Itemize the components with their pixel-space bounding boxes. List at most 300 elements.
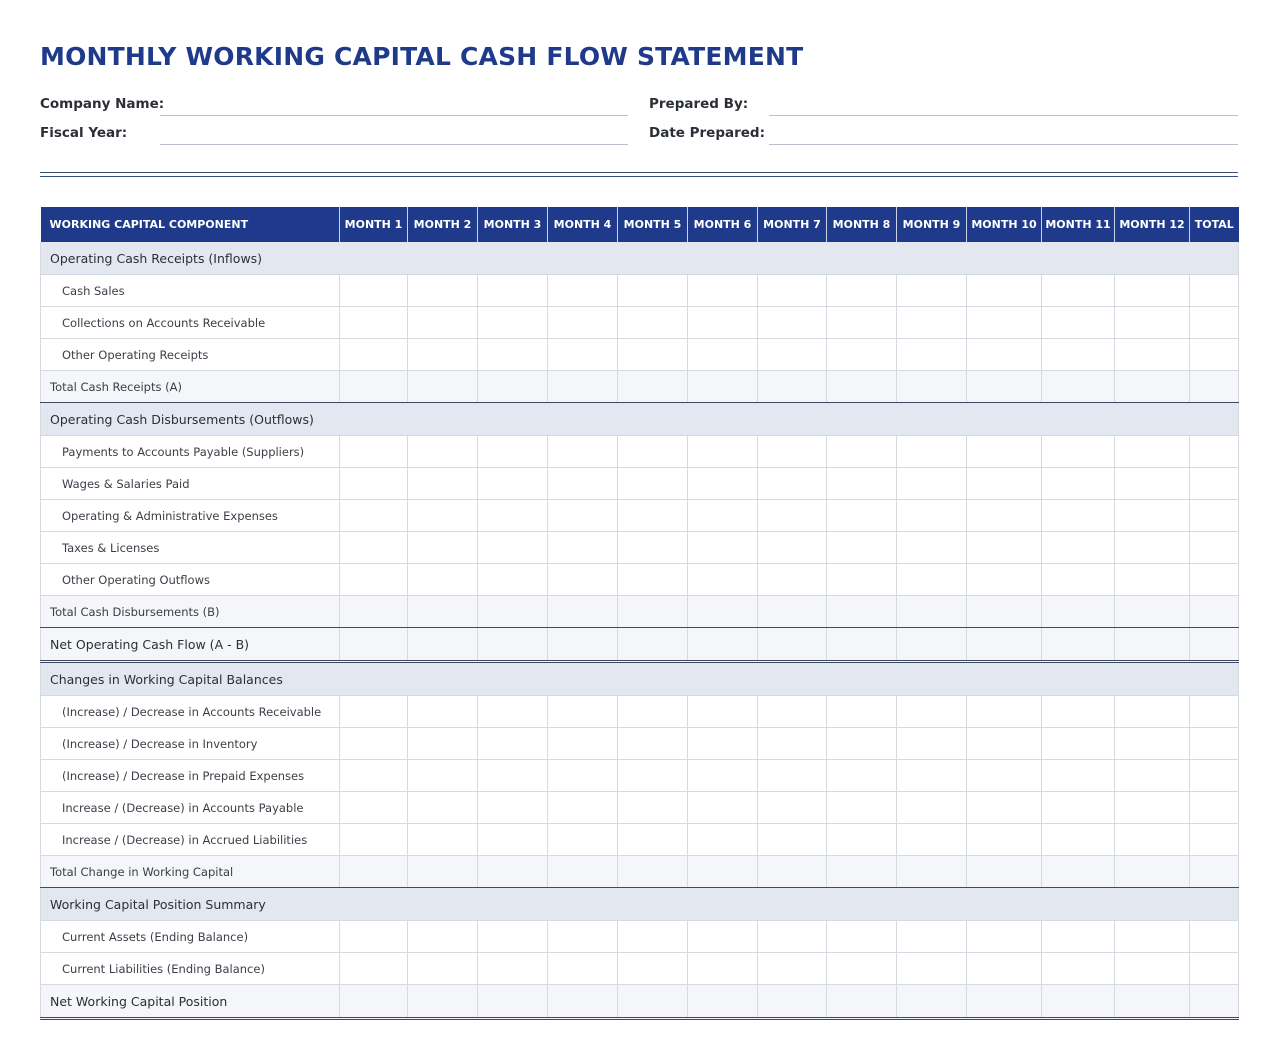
month-cell[interactable]	[548, 275, 618, 307]
month-cell[interactable]	[897, 856, 967, 888]
month-cell[interactable]	[758, 856, 827, 888]
month-cell[interactable]	[478, 339, 548, 371]
month-cell[interactable]	[618, 696, 688, 728]
date-prepared-label: Date Prepared:	[649, 125, 765, 141]
month-cell	[478, 662, 548, 696]
month-cell[interactable]	[827, 468, 897, 500]
month-cell[interactable]	[1042, 628, 1115, 662]
month-cell[interactable]	[688, 760, 758, 792]
month-cell[interactable]	[478, 436, 548, 468]
month-cell[interactable]	[340, 792, 408, 824]
total-cell[interactable]	[1190, 696, 1239, 728]
column-header-total: TOTAL	[1190, 207, 1239, 242]
total-cell[interactable]	[1190, 307, 1239, 339]
month-cell[interactable]	[688, 824, 758, 856]
month-cell[interactable]	[478, 307, 548, 339]
month-cell[interactable]	[478, 953, 548, 985]
month-cell[interactable]	[478, 371, 548, 403]
month-cell[interactable]	[758, 953, 827, 985]
month-cell[interactable]	[1115, 953, 1190, 985]
month-cell[interactable]	[897, 339, 967, 371]
month-cell	[408, 888, 478, 921]
month-cell[interactable]	[688, 953, 758, 985]
month-cell[interactable]	[408, 468, 478, 500]
month-cell[interactable]	[618, 275, 688, 307]
month-cell[interactable]	[827, 760, 897, 792]
month-cell[interactable]	[827, 532, 897, 564]
month-cell[interactable]	[688, 500, 758, 532]
month-cell[interactable]	[688, 564, 758, 596]
month-cell[interactable]	[897, 307, 967, 339]
month-cell	[340, 242, 408, 275]
month-cell[interactable]	[408, 760, 478, 792]
total-cell[interactable]	[1190, 985, 1239, 1019]
month-cell[interactable]	[618, 792, 688, 824]
month-cell[interactable]	[340, 564, 408, 596]
date-prepared-field[interactable]	[769, 144, 1238, 145]
month-cell[interactable]	[618, 985, 688, 1019]
month-cell[interactable]	[340, 628, 408, 662]
month-cell[interactable]	[758, 339, 827, 371]
month-cell[interactable]	[1042, 824, 1115, 856]
month-cell[interactable]	[1042, 371, 1115, 403]
month-cell[interactable]	[1115, 696, 1190, 728]
month-cell[interactable]	[1042, 985, 1115, 1019]
month-cell[interactable]	[548, 307, 618, 339]
month-cell[interactable]	[967, 468, 1042, 500]
month-cell[interactable]	[340, 760, 408, 792]
month-cell[interactable]	[340, 856, 408, 888]
month-cell[interactable]	[897, 532, 967, 564]
table-row	[41, 436, 1239, 468]
month-cell[interactable]	[1042, 596, 1115, 628]
month-cell[interactable]	[688, 371, 758, 403]
column-header-month-4: MONTH 4	[548, 207, 618, 242]
month-cell[interactable]	[897, 921, 967, 953]
total-cell[interactable]	[1190, 564, 1239, 596]
month-cell[interactable]	[340, 371, 408, 403]
table-header-row	[41, 207, 1239, 242]
table-row	[41, 760, 1239, 792]
month-cell[interactable]	[1042, 856, 1115, 888]
month-cell[interactable]	[1115, 275, 1190, 307]
total-cell[interactable]	[1190, 728, 1239, 760]
month-cell[interactable]	[897, 596, 967, 628]
month-cell[interactable]	[967, 371, 1042, 403]
month-cell[interactable]	[618, 728, 688, 760]
month-cell[interactable]	[967, 436, 1042, 468]
month-cell[interactable]	[408, 500, 478, 532]
month-cell[interactable]	[548, 696, 618, 728]
month-cell	[548, 403, 618, 436]
month-cell[interactable]	[618, 307, 688, 339]
month-cell[interactable]	[478, 696, 548, 728]
month-cell[interactable]	[967, 275, 1042, 307]
total-cell[interactable]	[1190, 824, 1239, 856]
month-cell[interactable]	[548, 824, 618, 856]
month-cell[interactable]	[967, 824, 1042, 856]
month-cell[interactable]	[758, 532, 827, 564]
total-cell[interactable]	[1190, 275, 1239, 307]
month-cell[interactable]	[548, 500, 618, 532]
month-cell[interactable]	[340, 696, 408, 728]
month-cell[interactable]	[967, 532, 1042, 564]
month-cell[interactable]	[827, 628, 897, 662]
month-cell[interactable]	[897, 468, 967, 500]
month-cell[interactable]	[618, 371, 688, 403]
month-cell[interactable]	[897, 953, 967, 985]
month-cell[interactable]	[340, 985, 408, 1019]
month-cell[interactable]	[1042, 728, 1115, 760]
month-cell[interactable]	[1115, 824, 1190, 856]
month-cell[interactable]	[478, 500, 548, 532]
month-cell[interactable]	[1042, 696, 1115, 728]
month-cell[interactable]	[478, 824, 548, 856]
month-cell[interactable]	[827, 856, 897, 888]
month-cell[interactable]	[827, 824, 897, 856]
month-cell[interactable]	[688, 532, 758, 564]
month-cell[interactable]	[897, 985, 967, 1019]
month-cell[interactable]	[827, 728, 897, 760]
month-cell[interactable]	[1042, 468, 1115, 500]
month-cell[interactable]	[340, 921, 408, 953]
month-cell	[478, 242, 548, 275]
month-cell[interactable]	[408, 953, 478, 985]
table-row	[41, 307, 1239, 339]
month-cell[interactable]	[1042, 275, 1115, 307]
month-cell[interactable]	[618, 596, 688, 628]
month-cell[interactable]	[758, 307, 827, 339]
month-cell[interactable]	[897, 436, 967, 468]
month-cell[interactable]	[478, 275, 548, 307]
month-cell[interactable]	[1115, 532, 1190, 564]
month-cell[interactable]	[408, 824, 478, 856]
prepared-by-label: Prepared By:	[649, 96, 749, 112]
month-cell[interactable]	[340, 728, 408, 760]
month-cell[interactable]	[688, 696, 758, 728]
total-cell[interactable]	[1190, 792, 1239, 824]
month-cell[interactable]	[478, 564, 548, 596]
month-cell[interactable]	[827, 596, 897, 628]
month-cell[interactable]	[967, 564, 1042, 596]
month-cell[interactable]	[618, 532, 688, 564]
month-cell[interactable]	[340, 436, 408, 468]
total-cell[interactable]	[1190, 628, 1239, 662]
month-cell[interactable]	[827, 921, 897, 953]
month-cell[interactable]	[827, 953, 897, 985]
month-cell[interactable]	[688, 985, 758, 1019]
month-cell[interactable]	[478, 760, 548, 792]
month-cell[interactable]	[408, 596, 478, 628]
month-cell[interactable]	[967, 728, 1042, 760]
month-cell[interactable]	[897, 728, 967, 760]
month-cell[interactable]	[340, 953, 408, 985]
month-cell[interactable]	[408, 307, 478, 339]
month-cell[interactable]	[827, 307, 897, 339]
month-cell[interactable]	[618, 856, 688, 888]
company-name-field[interactable]	[160, 115, 628, 116]
month-cell[interactable]	[618, 339, 688, 371]
month-cell[interactable]	[967, 953, 1042, 985]
table-row	[41, 824, 1239, 856]
month-cell[interactable]	[548, 728, 618, 760]
total-cell[interactable]	[1190, 760, 1239, 792]
month-cell[interactable]	[340, 596, 408, 628]
month-cell[interactable]	[688, 468, 758, 500]
month-cell[interactable]	[1115, 856, 1190, 888]
month-cell[interactable]	[1042, 921, 1115, 953]
total-cell[interactable]	[1190, 436, 1239, 468]
total-cell	[1190, 403, 1239, 436]
row-label: Current Liabilities (Ending Balance)	[41, 953, 340, 985]
month-cell[interactable]	[478, 628, 548, 662]
month-cell[interactable]	[758, 985, 827, 1019]
month-cell[interactable]	[827, 339, 897, 371]
month-cell[interactable]	[967, 856, 1042, 888]
total-cell[interactable]	[1190, 921, 1239, 953]
month-cell[interactable]	[827, 985, 897, 1019]
month-cell[interactable]	[1115, 436, 1190, 468]
month-cell[interactable]	[967, 339, 1042, 371]
month-cell[interactable]	[967, 596, 1042, 628]
month-cell[interactable]	[1042, 792, 1115, 824]
month-cell[interactable]	[1042, 564, 1115, 596]
month-cell[interactable]	[340, 468, 408, 500]
month-cell[interactable]	[967, 921, 1042, 953]
month-cell[interactable]	[1115, 792, 1190, 824]
month-cell[interactable]	[758, 468, 827, 500]
month-cell[interactable]	[548, 596, 618, 628]
month-cell[interactable]	[548, 921, 618, 953]
month-cell[interactable]	[758, 728, 827, 760]
month-cell[interactable]	[1115, 371, 1190, 403]
total-cell[interactable]	[1190, 532, 1239, 564]
month-cell[interactable]	[548, 628, 618, 662]
month-cell[interactable]	[897, 824, 967, 856]
month-cell[interactable]	[548, 985, 618, 1019]
month-cell[interactable]	[758, 436, 827, 468]
month-cell[interactable]	[548, 760, 618, 792]
total-cell[interactable]	[1190, 953, 1239, 985]
month-cell[interactable]	[827, 275, 897, 307]
month-cell[interactable]	[618, 953, 688, 985]
month-cell[interactable]	[618, 628, 688, 662]
month-cell[interactable]	[478, 921, 548, 953]
month-cell[interactable]	[1115, 339, 1190, 371]
month-cell[interactable]	[897, 371, 967, 403]
month-cell[interactable]	[408, 985, 478, 1019]
month-cell[interactable]	[1042, 532, 1115, 564]
month-cell[interactable]	[758, 921, 827, 953]
month-cell[interactable]	[408, 856, 478, 888]
total-cell[interactable]	[1190, 500, 1239, 532]
month-cell[interactable]	[688, 921, 758, 953]
month-cell[interactable]	[688, 275, 758, 307]
month-cell[interactable]	[548, 792, 618, 824]
month-cell[interactable]	[897, 760, 967, 792]
month-cell[interactable]	[408, 728, 478, 760]
table-row	[41, 339, 1239, 371]
month-cell[interactable]	[688, 436, 758, 468]
month-cell[interactable]	[618, 921, 688, 953]
month-cell[interactable]	[758, 824, 827, 856]
month-cell[interactable]	[967, 760, 1042, 792]
month-cell[interactable]	[408, 339, 478, 371]
month-cell[interactable]	[688, 856, 758, 888]
month-cell[interactable]	[967, 628, 1042, 662]
month-cell[interactable]	[827, 500, 897, 532]
month-cell[interactable]	[478, 532, 548, 564]
month-cell[interactable]	[897, 500, 967, 532]
total-cell[interactable]	[1190, 371, 1239, 403]
month-cell[interactable]	[1115, 628, 1190, 662]
row-label: Increase / (Decrease) in Accrued Liabilities	[41, 824, 340, 856]
month-cell[interactable]	[967, 985, 1042, 1019]
month-cell[interactable]	[1042, 953, 1115, 985]
month-cell[interactable]	[688, 792, 758, 824]
month-cell[interactable]	[548, 953, 618, 985]
month-cell[interactable]	[1115, 985, 1190, 1019]
month-cell[interactable]	[1042, 760, 1115, 792]
month-cell[interactable]	[618, 760, 688, 792]
month-cell	[967, 888, 1042, 921]
month-cell[interactable]	[758, 371, 827, 403]
month-cell[interactable]	[618, 500, 688, 532]
month-cell[interactable]	[408, 628, 478, 662]
month-cell[interactable]	[478, 728, 548, 760]
total-cell[interactable]	[1190, 468, 1239, 500]
month-cell[interactable]	[758, 696, 827, 728]
total-cell[interactable]	[1190, 339, 1239, 371]
row-label: (Increase) / Decrease in Inventory	[41, 728, 340, 760]
month-cell[interactable]	[688, 596, 758, 628]
month-cell	[548, 662, 618, 696]
month-cell[interactable]	[827, 371, 897, 403]
row-label: Collections on Accounts Receivable	[41, 307, 340, 339]
row-label: Operating Cash Receipts (Inflows)	[41, 242, 340, 275]
month-cell	[548, 242, 618, 275]
table-row	[41, 564, 1239, 596]
month-cell[interactable]	[827, 436, 897, 468]
month-cell[interactable]	[408, 696, 478, 728]
month-cell[interactable]	[548, 532, 618, 564]
month-cell[interactable]	[827, 792, 897, 824]
month-cell[interactable]	[1115, 500, 1190, 532]
month-cell[interactable]	[618, 436, 688, 468]
month-cell[interactable]	[758, 760, 827, 792]
month-cell[interactable]	[408, 371, 478, 403]
month-cell[interactable]	[967, 307, 1042, 339]
month-cell[interactable]	[897, 696, 967, 728]
month-cell[interactable]	[967, 792, 1042, 824]
month-cell[interactable]	[340, 824, 408, 856]
row-label: Payments to Accounts Payable (Suppliers)	[41, 436, 340, 468]
month-cell[interactable]	[1115, 596, 1190, 628]
month-cell[interactable]	[1042, 339, 1115, 371]
month-cell	[478, 403, 548, 436]
month-cell[interactable]	[1115, 564, 1190, 596]
month-cell[interactable]	[548, 564, 618, 596]
month-cell[interactable]	[1042, 500, 1115, 532]
month-cell[interactable]	[408, 792, 478, 824]
month-cell[interactable]	[548, 856, 618, 888]
month-cell[interactable]	[478, 792, 548, 824]
total-cell[interactable]	[1190, 596, 1239, 628]
meta-fields	[40, 92, 1238, 148]
month-cell[interactable]	[758, 275, 827, 307]
month-cell[interactable]	[758, 792, 827, 824]
month-cell[interactable]	[618, 824, 688, 856]
month-cell[interactable]	[478, 985, 548, 1019]
month-cell[interactable]	[758, 564, 827, 596]
month-cell[interactable]	[340, 275, 408, 307]
month-cell[interactable]	[897, 275, 967, 307]
month-cell[interactable]	[548, 339, 618, 371]
month-cell[interactable]	[1042, 307, 1115, 339]
month-cell[interactable]	[967, 500, 1042, 532]
month-cell[interactable]	[1042, 436, 1115, 468]
column-header-month-9: MONTH 9	[897, 207, 967, 242]
month-cell[interactable]	[340, 307, 408, 339]
month-cell[interactable]	[827, 696, 897, 728]
month-cell[interactable]	[1115, 468, 1190, 500]
month-cell[interactable]	[478, 856, 548, 888]
month-cell[interactable]	[688, 628, 758, 662]
month-cell[interactable]	[340, 339, 408, 371]
fiscal-year-field[interactable]	[160, 144, 628, 145]
month-cell[interactable]	[758, 596, 827, 628]
month-cell[interactable]	[1115, 728, 1190, 760]
month-cell	[340, 888, 408, 921]
month-cell[interactable]	[758, 628, 827, 662]
month-cell	[340, 662, 408, 696]
month-cell[interactable]	[1115, 760, 1190, 792]
month-cell[interactable]	[548, 436, 618, 468]
month-cell[interactable]	[340, 500, 408, 532]
month-cell[interactable]	[478, 468, 548, 500]
month-cell[interactable]	[618, 564, 688, 596]
month-cell	[408, 662, 478, 696]
month-cell[interactable]	[408, 275, 478, 307]
month-cell[interactable]	[688, 307, 758, 339]
month-cell[interactable]	[340, 532, 408, 564]
month-cell[interactable]	[408, 532, 478, 564]
column-header-month-6: MONTH 6	[688, 207, 758, 242]
month-cell[interactable]	[758, 500, 827, 532]
month-cell[interactable]	[408, 564, 478, 596]
month-cell[interactable]	[548, 371, 618, 403]
total-cell[interactable]	[1190, 856, 1239, 888]
prepared-by-field[interactable]	[769, 115, 1238, 116]
month-cell	[1042, 242, 1115, 275]
month-cell[interactable]	[827, 564, 897, 596]
month-cell[interactable]	[408, 921, 478, 953]
month-cell[interactable]	[478, 596, 548, 628]
month-cell[interactable]	[618, 468, 688, 500]
month-cell[interactable]	[1115, 307, 1190, 339]
row-label: Cash Sales	[41, 275, 340, 307]
month-cell[interactable]	[967, 696, 1042, 728]
month-cell	[688, 242, 758, 275]
month-cell[interactable]	[548, 468, 618, 500]
month-cell[interactable]	[897, 792, 967, 824]
month-cell[interactable]	[408, 436, 478, 468]
month-cell[interactable]	[1115, 921, 1190, 953]
month-cell[interactable]	[688, 339, 758, 371]
month-cell[interactable]	[897, 628, 967, 662]
month-cell[interactable]	[688, 728, 758, 760]
month-cell[interactable]	[897, 564, 967, 596]
